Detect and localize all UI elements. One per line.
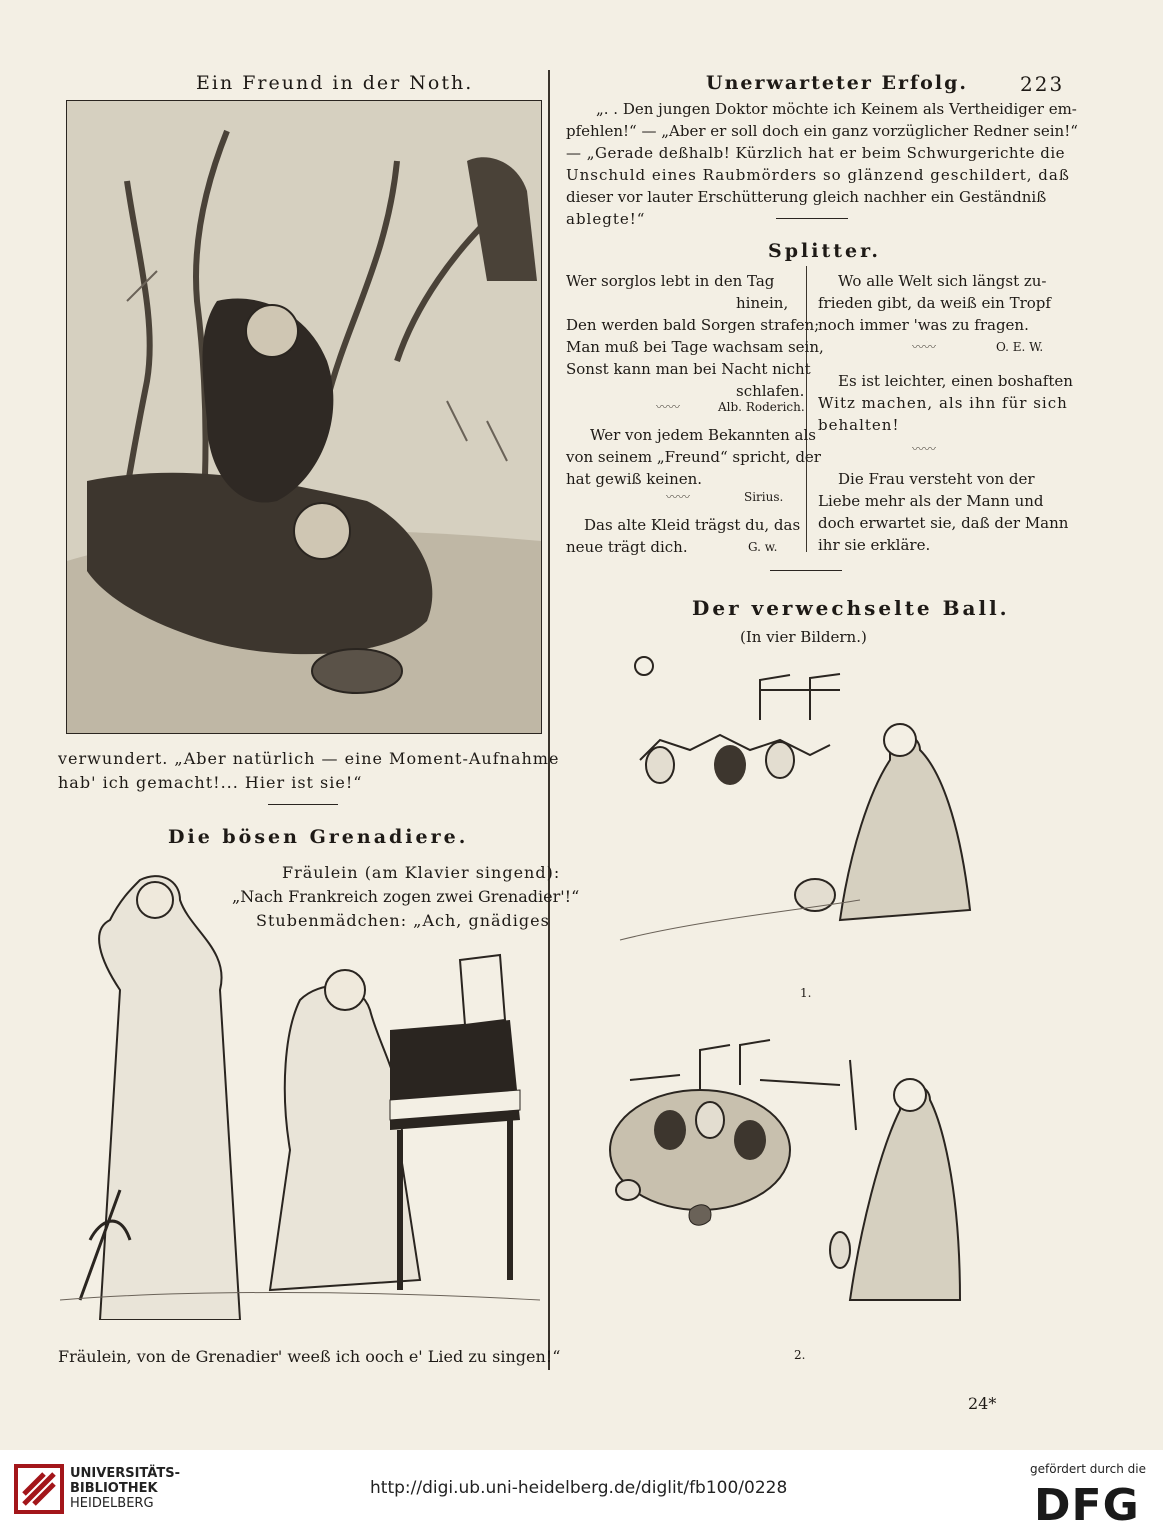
dfg-logo: DFG: [1034, 1480, 1140, 1531]
splitter-title: Splitter.: [768, 240, 881, 262]
splitter-c2-p3-l4: ihr sie erkläre.: [818, 536, 931, 554]
splitter-c2-p3-l3: doch erwartet sie, daß der Mann: [818, 514, 1069, 532]
right-header-title: Unerwarteter Erfolg.: [706, 72, 968, 94]
ball-label-2: 2.: [794, 1348, 806, 1362]
library-name-line-3: HEIDELBERG: [70, 1496, 154, 1511]
section-rule: [776, 218, 848, 219]
splitter-c1-p1-l6: schlafen.: [736, 382, 805, 400]
piano-illustration: [60, 860, 540, 1320]
friend-illustration: [66, 100, 542, 734]
splitter-c2-p2-l3: behalten!: [818, 416, 900, 434]
splitter-c2-p1-sig: O. E. W.: [996, 340, 1044, 354]
splitter-c1-p1-sig: Alb. Roderich.: [718, 400, 805, 414]
ball-label-1: 1.: [800, 986, 812, 1000]
splitter-c2-p1-l2: frieden gibt, da weiß ein Tropf: [818, 294, 1051, 312]
splitter-c1-p1-l5: Sonst kann man bei Nacht nicht: [566, 360, 811, 378]
splitter-c2-p2-l1: Es ist leichter, einen boshaften: [838, 372, 1073, 390]
splitter-c1-p1-l3: Den werden bald Sorgen strafen;: [566, 316, 820, 334]
section-rule: [268, 804, 338, 805]
grenadiere-title: Die bösen Grenadiere.: [168, 826, 469, 848]
grenadiere-line-3: Stubenmädchen: „Ach, gnädiges: [256, 911, 550, 930]
ornament-squiggle: 〰〰: [912, 340, 937, 354]
erfolg-line-2: pfehlen!“ — „Aber er soll doch ein ganz vorzüglicher Redner sein!“: [566, 122, 1078, 140]
grenadiere-bottom-line: Fräulein, von de Grenadier' weeß ich ooch e' Lied zu singen!“: [58, 1347, 561, 1366]
left-illustration-caption: Ein Freund in der Noth.: [196, 72, 474, 94]
erfolg-line-5: dieser vor lauter Erschütterung gleich nachher ein Geständniß: [566, 188, 1047, 206]
splitter-c1-p2-sig: Sirius.: [744, 490, 784, 504]
ball-illustration-2: [600, 1030, 1020, 1330]
splitter-c1-p3-sig: G. w.: [748, 540, 778, 554]
splitter-c2-p1-l1: Wo alle Welt sich längst zu-: [838, 272, 1047, 290]
splitter-c1-p1-l1: Wer sorglos lebt in den Tag: [566, 272, 775, 290]
erfolg-line-6: ablegte!“: [566, 210, 646, 228]
library-name-line-1: UNIVERSITÄTS-: [70, 1466, 180, 1481]
funded-by-text: gefördert durch die: [1030, 1462, 1146, 1476]
splitter-c2-p3-l1: Die Frau versteht von der: [838, 470, 1035, 488]
splitter-c1-p2-l1: Wer von jedem Bekannten als: [590, 426, 816, 444]
ball-illustration-1-drawing: [600, 650, 1020, 950]
library-logo-icon: [14, 1464, 64, 1514]
splitter-c1-p2-l3: hat gewiß keinen.: [566, 470, 703, 488]
column-divider: [548, 70, 550, 1370]
piano-illustration-drawing: [60, 860, 540, 1320]
splitter-c2-p3-l2: Liebe mehr als der Mann und: [818, 492, 1044, 510]
grenadiere-line-1: Fräulein (am Klavier singend):: [282, 863, 561, 882]
splitter-c1-p2-l2: von seinem „Freund“ spricht, der: [566, 448, 821, 466]
digitization-url-link[interactable]: http://digi.ub.uni-heidelberg.de/diglit/fb100/0228: [370, 1478, 788, 1498]
ornament-squiggle: 〰〰: [656, 400, 681, 414]
signature-mark: 24*: [968, 1394, 997, 1413]
splitter-c2-p1-l3: noch immer 'was zu fragen.: [818, 316, 1029, 334]
friend-illustration-drawing: [67, 101, 541, 733]
erfolg-line-1: „. . Den jungen Doktor möchte ich Keinem als Vertheidiger em-: [596, 100, 1077, 118]
digitization-footer: [0, 1450, 1163, 1539]
erfolg-line-3: — „Gerade deßhalb! Kürzlich hat er beim Schwurgerichte die: [566, 144, 1066, 162]
page-number: 223: [1020, 72, 1065, 96]
ball-illustration-2-drawing: [600, 1030, 1020, 1330]
library-name-line-2: BIBLIOTHEK: [70, 1481, 158, 1496]
ornament-squiggle: 〰〰: [666, 490, 691, 504]
splitter-c1-p1-l4: Man muß bei Tage wachsam sein,: [566, 338, 824, 356]
splitter-c2-p2-l2: Witz machen, als ihn für sich: [818, 394, 1068, 412]
ornament-squiggle: 〰〰: [912, 442, 937, 456]
friend-caption-line-2: hab' ich gemacht!... Hier ist sie!“: [58, 773, 363, 792]
ball-title: Der verwechselte Ball.: [692, 596, 1010, 620]
ball-illustration-1: [600, 650, 1020, 950]
splitter-column-divider: [806, 266, 807, 552]
splitter-c1-p3-l1: Das alte Kleid trägst du, das: [584, 516, 801, 534]
ball-subtitle: (In vier Bildern.): [740, 628, 867, 646]
splitter-c1-p3-l2: neue trägt dich.: [566, 538, 688, 556]
section-rule: [770, 570, 842, 571]
splitter-c1-p1-l2: hinein,: [736, 294, 789, 312]
friend-caption-line-1: verwundert. „Aber natürlich — eine Moment-Aufnahme: [58, 749, 560, 768]
erfolg-line-4: Unschuld eines Raubmörders so glänzend geschildert, daß: [566, 166, 1070, 184]
grenadiere-line-2: „Nach Frankreich zogen zwei Grenadier'!“: [232, 887, 580, 906]
